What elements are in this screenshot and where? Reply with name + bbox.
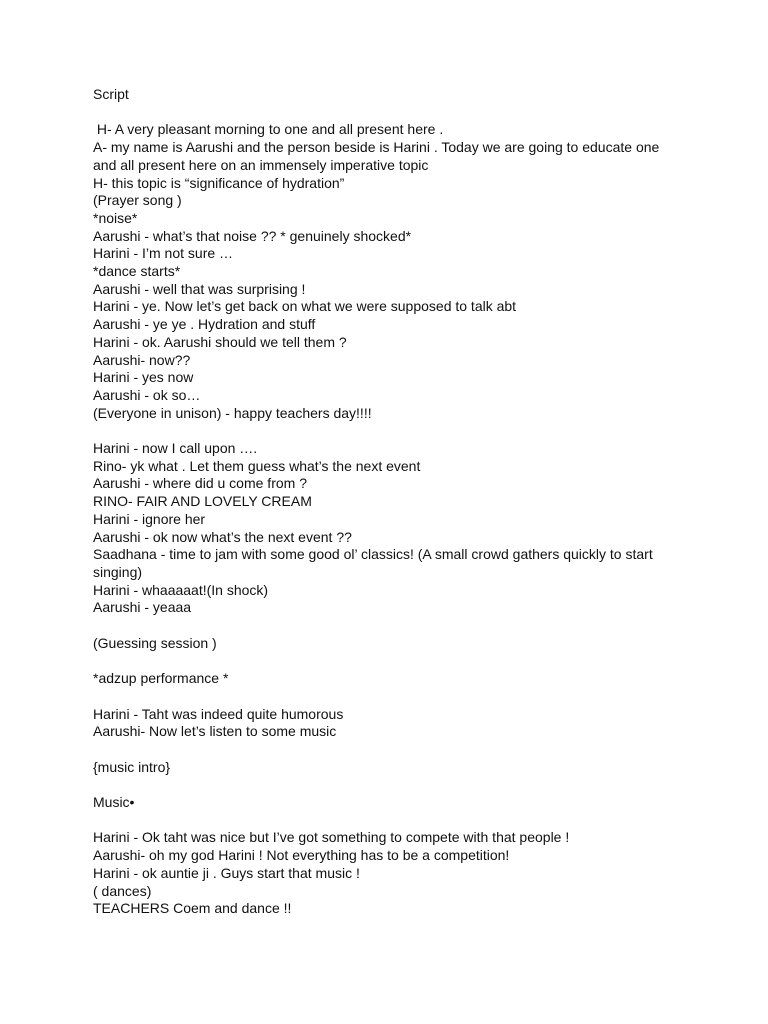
script-line: Aarushi - ok so… — [93, 386, 201, 403]
script-line: RINO- FAIR AND LOVELY CREAM — [93, 493, 312, 510]
blank-line — [93, 422, 683, 440]
script-line: Harini - ye. Now let’s get back on what we were supposed to talk abt — [93, 298, 517, 315]
script-lines — [93, 121, 683, 918]
script-line: Aarushi- Now let’s listen to some music — [93, 723, 337, 740]
script-line: (Everyone in unison) - happy teachers day!!!! — [93, 404, 372, 421]
document-title: Script — [93, 86, 129, 102]
script-line: *noise* — [93, 209, 138, 226]
script-line: A- my name is Aarushi and the person beside is Harini . Today we are going to educate one and all present here on an immensely imperative topic — [93, 139, 664, 173]
script-line: TEACHERS Coem and dance !! — [93, 900, 292, 917]
script-line: (Prayer song ) — [93, 192, 182, 209]
script-line: Aarushi - well that was surprising ! — [93, 280, 306, 297]
script-line: H- A very pleasant morning to one and all present here . — [93, 121, 444, 138]
script-line: Harini - ignore her — [93, 510, 206, 527]
script-line: Music• — [93, 794, 135, 811]
script-line: Harini - now I call upon …. — [93, 440, 258, 457]
script-line: *dance starts* — [93, 263, 181, 280]
script-line: Aarushi - yeaaa — [93, 599, 192, 616]
script-line: Aarushi - ye ye . Hydration and stuff — [93, 316, 316, 333]
script-body — [93, 86, 683, 918]
script-line: H- this topic is “significance of hydration” — [93, 174, 345, 191]
script-line: Rino- yk what . Let them guess what’s the next event — [93, 457, 421, 474]
script-line: ( dances) — [93, 882, 152, 899]
blank-line — [93, 776, 683, 794]
blank-line — [93, 812, 683, 830]
script-line: Saadhana - time to jam with some good ol’ classics! (A small crowd gathers quickly to start singing) — [93, 546, 657, 580]
script-line: Aarushi - what’s that noise ?? * genuinely shocked* — [93, 227, 412, 244]
script-line: Harini - yes now — [93, 369, 194, 386]
blank-line — [93, 617, 683, 635]
blank-line — [93, 741, 683, 759]
script-line: (Guessing session ) — [93, 634, 217, 651]
script-line: {music intro} — [93, 758, 171, 775]
script-line: Aarushi- now?? — [93, 351, 191, 368]
script-line: Harini - ok. Aarushi should we tell them ? — [93, 333, 347, 350]
script-line: Harini - Taht was indeed quite humorous — [93, 705, 344, 722]
blank-line — [93, 652, 683, 670]
script-line: *adzup performance * — [93, 670, 229, 687]
script-line: Aarushi - where did u come from ? — [93, 475, 307, 492]
script-line: Harini - I’m not sure … — [93, 245, 234, 262]
script-line: Harini - Ok taht was nice but I’ve got something to compete with that people ! — [93, 829, 570, 846]
script-line: Harini - whaaaaat!(In shock) — [93, 581, 269, 598]
script-line: Harini - ok auntie ji . Guys start that music ! — [93, 864, 360, 881]
script-line: Aarushi - ok now what’s the next event ?? — [93, 528, 352, 545]
script-line: Aarushi- oh my god Harini ! Not everything has to be a competition! — [93, 847, 510, 864]
blank-line — [93, 688, 683, 706]
